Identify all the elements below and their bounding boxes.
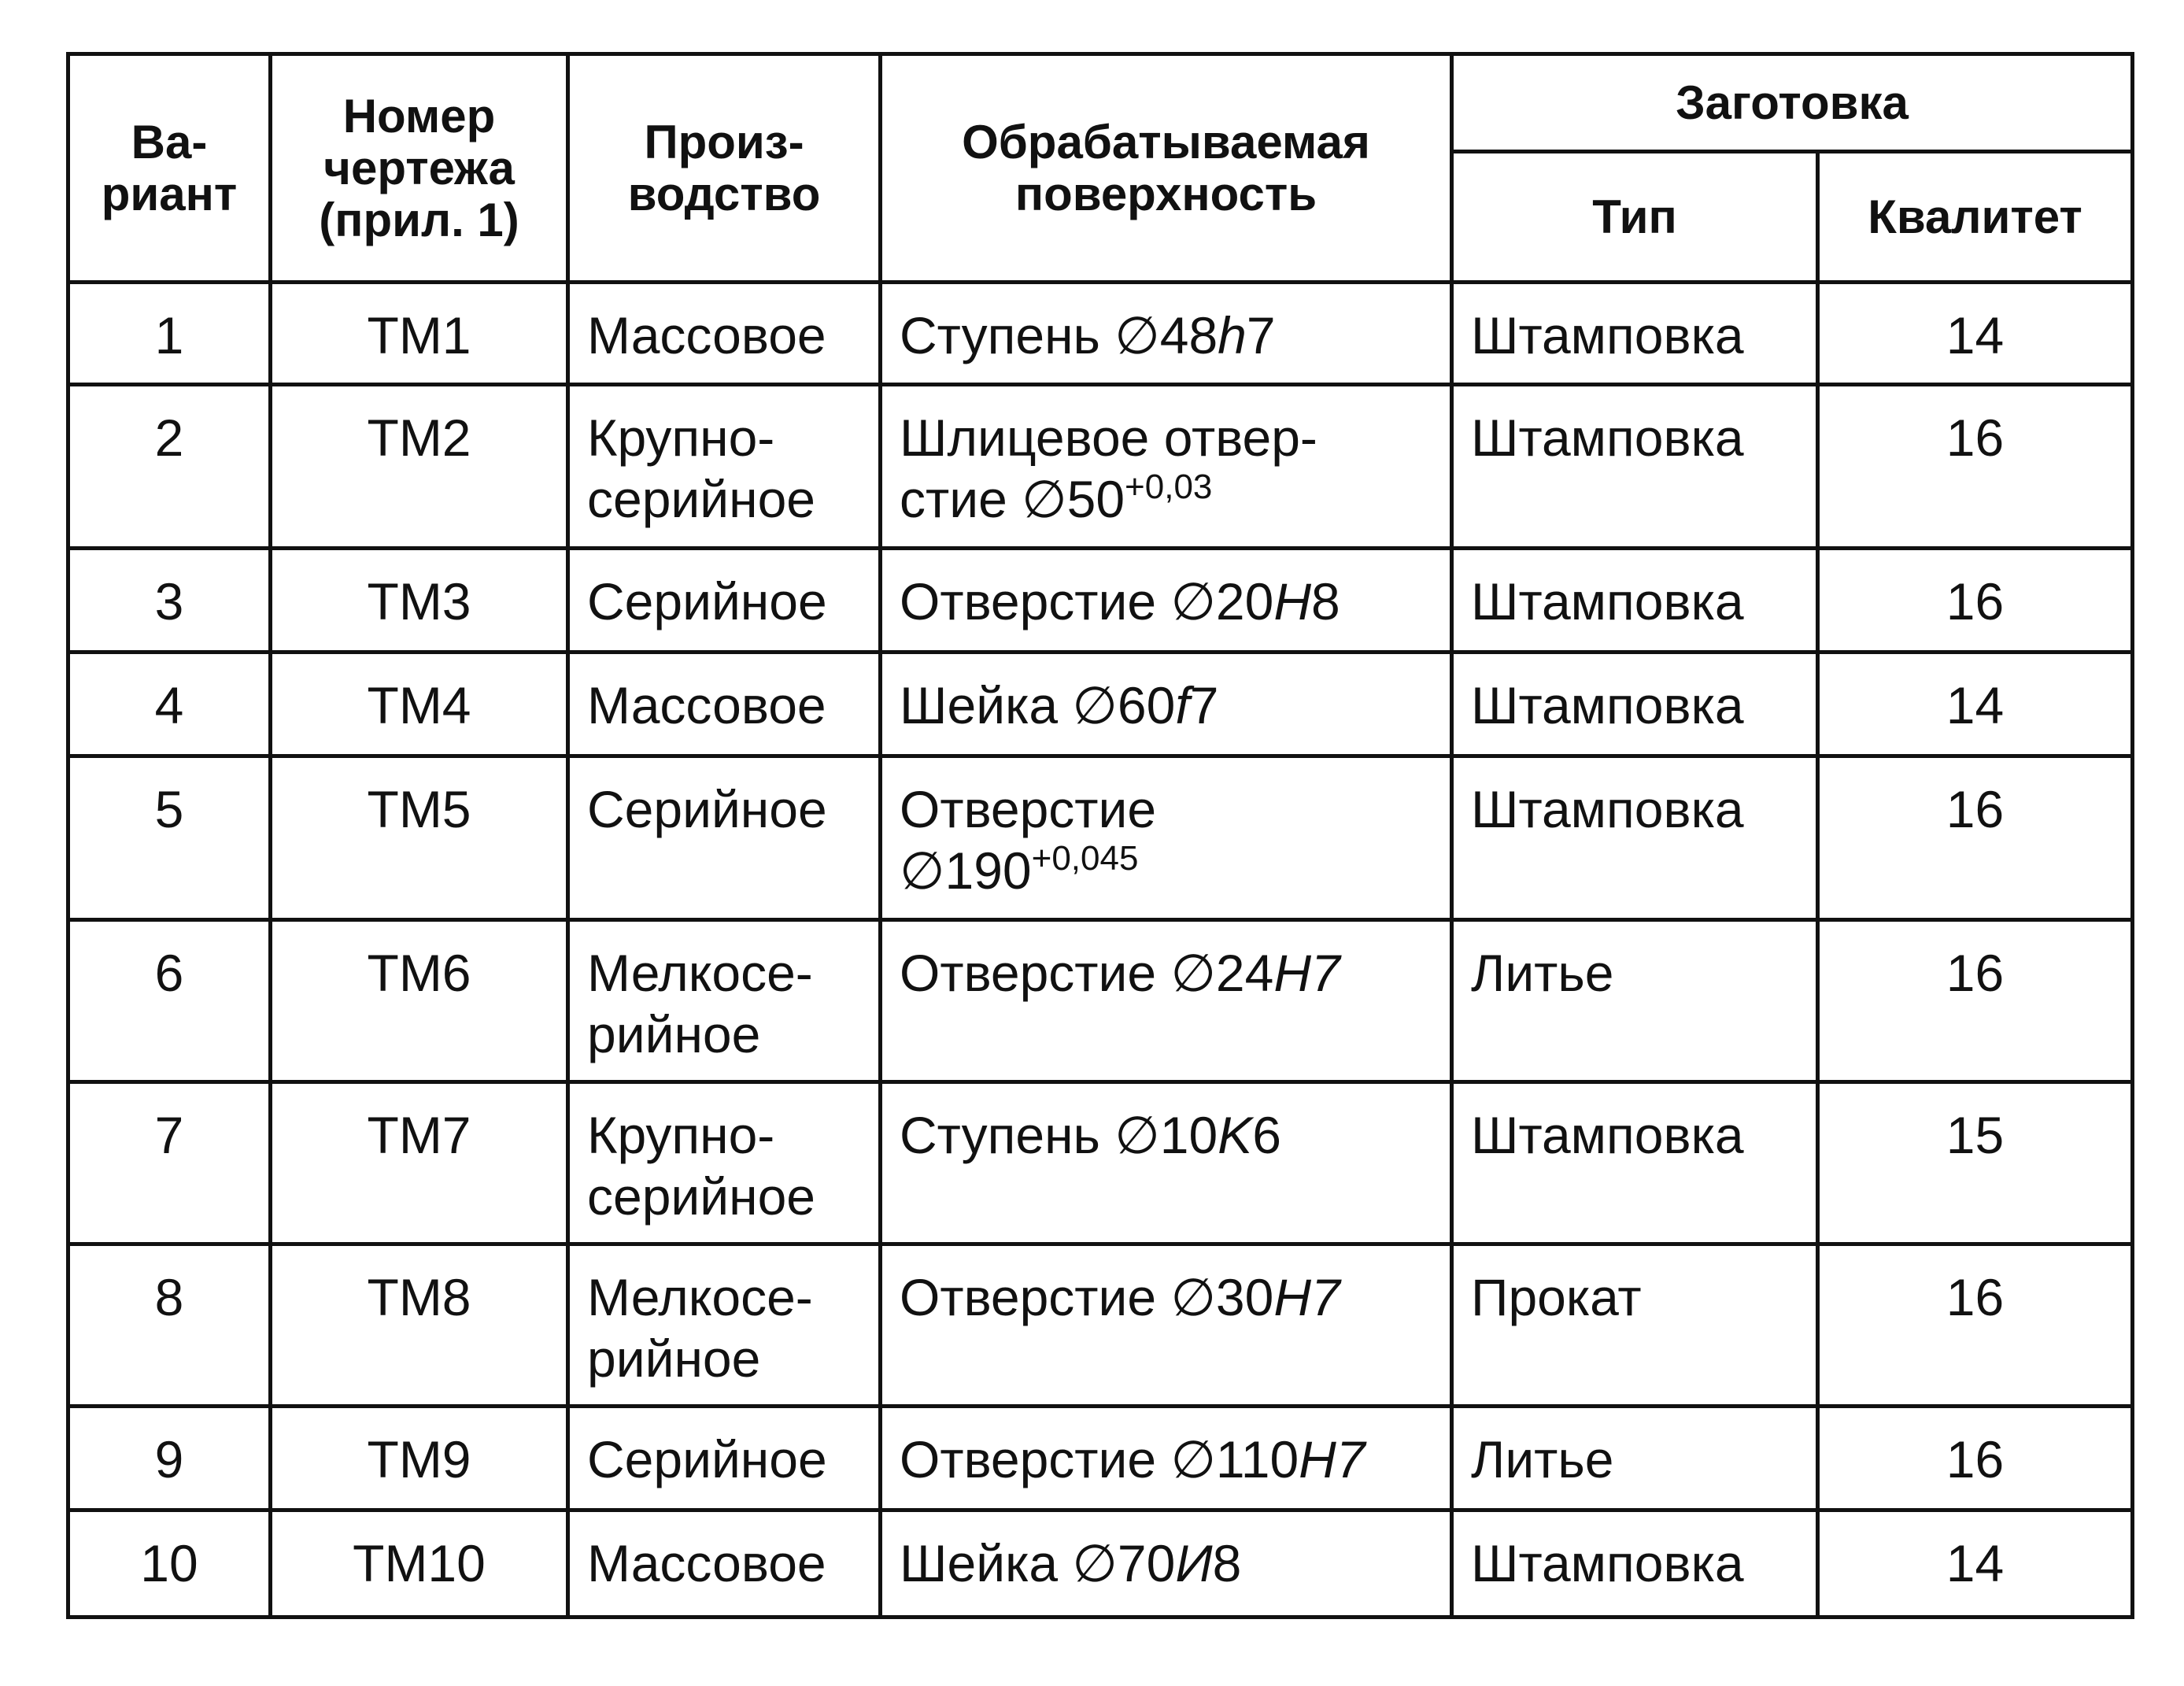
cell-production: Массовое (568, 1510, 881, 1618)
cell-variant: 3 (68, 549, 271, 653)
cell-drawing-number: ТМ3 (271, 549, 568, 653)
table-row (68, 1510, 2133, 1618)
cell-production: Серийное (568, 756, 881, 920)
cell-surface: Шейка ∅60f7 (881, 653, 1452, 756)
cell-blank-grade: 14 (1818, 1510, 2133, 1618)
cell-blank-grade: 16 (1818, 756, 2133, 920)
cell-variant: 6 (68, 920, 271, 1082)
cell-variant: 10 (68, 1510, 271, 1618)
header-blank: Заготовка (1452, 54, 2133, 152)
cell-variant: 8 (68, 1244, 271, 1407)
table-body (68, 283, 2133, 1618)
cell-drawing-number: ТМ4 (271, 653, 568, 756)
header-production: Произ- водство (568, 54, 881, 283)
cell-blank-grade: 15 (1818, 1082, 2133, 1244)
header-drawing-number: Номер чертежа (прил. 1) (271, 54, 568, 283)
cell-surface: Шлицевое отвер- стие $\emptyset 50^{+0,03}$ (881, 385, 1452, 549)
cell-blank-grade: 16 (1818, 549, 2133, 653)
cell-blank-type: Прокат (1452, 1244, 1818, 1407)
cell-blank-type: Штамповка (1452, 283, 1818, 385)
cell-production: Крупно- серийное (568, 1082, 881, 1244)
cell-blank-type: Штамповка (1452, 385, 1818, 549)
cell-drawing-number: ТМ2 (271, 385, 568, 549)
cell-surface: Ступень ∅48h7 (881, 283, 1452, 385)
table-row (68, 756, 2133, 920)
table-row (68, 920, 2133, 1082)
cell-blank-type: Штамповка (1452, 1510, 1818, 1618)
header-blank-grade: Квалитет (1818, 152, 2133, 283)
cell-blank-type: Штамповка (1452, 756, 1818, 920)
cell-production: Серийное (568, 549, 881, 653)
table-row (68, 385, 2133, 549)
cell-surface: Шейка ∅70И8 (881, 1510, 1452, 1618)
cell-blank-type: Штамповка (1452, 1082, 1818, 1244)
table-row (68, 1244, 2133, 1407)
cell-production: Массовое (568, 283, 881, 385)
cell-blank-grade: 14 (1818, 653, 2133, 756)
cell-drawing-number: ТМ6 (271, 920, 568, 1082)
cell-blank-type: Штамповка (1452, 549, 1818, 653)
cell-blank-grade: 16 (1818, 1244, 2133, 1407)
variants-table (66, 52, 2134, 1619)
cell-surface: Отверстие ∅24H7 (881, 920, 1452, 1082)
cell-blank-type: Штамповка (1452, 653, 1818, 756)
cell-production: Серийное (568, 1407, 881, 1510)
table-row (68, 1407, 2133, 1510)
cell-variant: 9 (68, 1407, 271, 1510)
cell-drawing-number: ТМ8 (271, 1244, 568, 1407)
header-variant: Ва- риант (68, 54, 271, 283)
cell-blank-grade: 16 (1818, 1407, 2133, 1510)
cell-production: Массовое (568, 653, 881, 756)
cell-variant: 5 (68, 756, 271, 920)
cell-surface: Отверстие ∅20H8 (881, 549, 1452, 653)
table-row (68, 1082, 2133, 1244)
table-row (68, 653, 2133, 756)
cell-drawing-number: ТМ10 (271, 1510, 568, 1618)
cell-production: Мелкосе- рийное (568, 1244, 881, 1407)
cell-surface: Ступень ∅10K6 (881, 1082, 1452, 1244)
cell-production: Крупно- серийное (568, 385, 881, 549)
cell-blank-type: Литье (1452, 920, 1818, 1082)
cell-variant: 4 (68, 653, 271, 756)
cell-blank-grade: 16 (1818, 920, 2133, 1082)
cell-drawing-number: ТМ1 (271, 283, 568, 385)
cell-surface: Отверстие ∅110H7 (881, 1407, 1452, 1510)
cell-production: Мелкосе- рийное (568, 920, 881, 1082)
header-blank-type: Тип (1452, 152, 1818, 283)
cell-blank-grade: 16 (1818, 385, 2133, 549)
cell-variant: 2 (68, 385, 271, 549)
cell-drawing-number: ТМ5 (271, 756, 568, 920)
cell-blank-grade: 14 (1818, 283, 2133, 385)
cell-variant: 7 (68, 1082, 271, 1244)
cell-surface: Отверстие $\emptyset 190^{+0,045}$ (881, 756, 1452, 920)
table-row (68, 549, 2133, 653)
cell-surface: Отверстие ∅30H7 (881, 1244, 1452, 1407)
table-row (68, 283, 2133, 385)
cell-blank-type: Литье (1452, 1407, 1818, 1510)
cell-drawing-number: ТМ7 (271, 1082, 568, 1244)
cell-variant: 1 (68, 283, 271, 385)
cell-drawing-number: ТМ9 (271, 1407, 568, 1510)
header-surface: Обрабатываемая поверхность (881, 54, 1452, 283)
